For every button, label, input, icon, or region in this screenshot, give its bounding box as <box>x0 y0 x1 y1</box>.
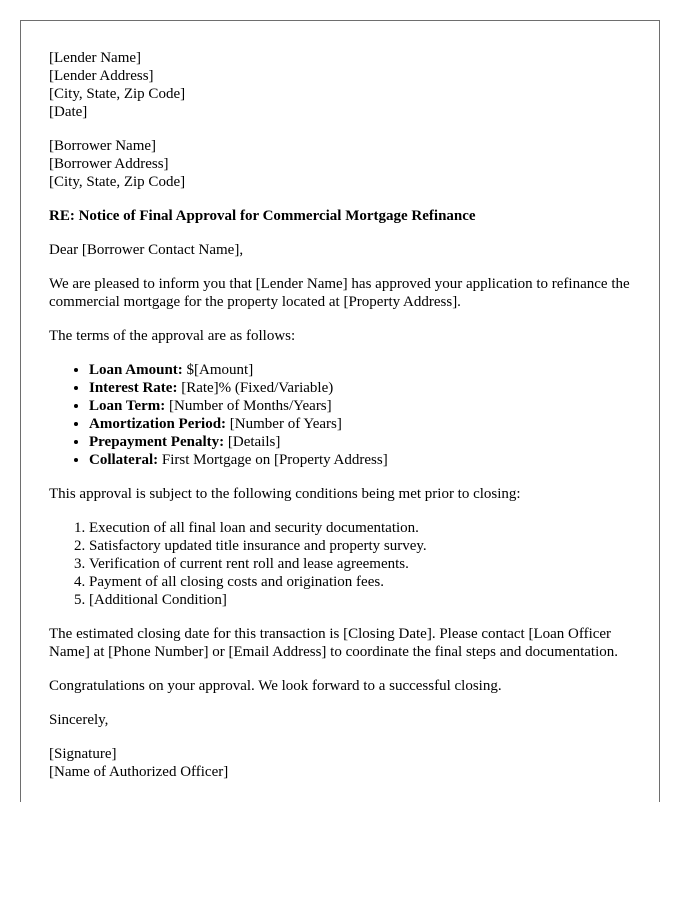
term-item-collateral <box>89 451 639 469</box>
terms-list <box>49 361 639 469</box>
borrower-name: [Borrower Name] <box>49 138 157 154</box>
lender-name: [Lender Name] <box>49 50 142 66</box>
terms-intro: The terms of the approval are as follows: <box>49 328 296 344</box>
term-value: First Mortgage on [Property Address] <box>158 452 388 468</box>
term-label: Interest Rate: <box>89 380 178 396</box>
term-value: [Details] <box>224 434 281 450</box>
lender-city-state-zip: [City, State, Zip Code] <box>49 86 186 102</box>
term-value: $[Amount] <box>182 362 254 378</box>
condition-item: 1. Execution of all final loan and security documentation. <box>89 519 639 537</box>
letter-content <box>49 49 639 781</box>
condition-item: 2. Satisfactory updated title insurance and property survey. <box>89 537 639 555</box>
condition-item: 3. Verification of current rent roll and lease agreements. <box>89 555 639 573</box>
signature: [Signature] <box>49 746 117 762</box>
term-label: Loan Amount: <box>89 362 183 378</box>
condition-item: 5. [Additional Condition] <box>89 591 639 609</box>
term-item-amortization-period <box>89 415 639 433</box>
term-value: [Number of Years] <box>226 416 342 432</box>
term-value: [Number of Months/Years] <box>165 398 332 414</box>
lender-address: [Lender Address] <box>49 68 154 84</box>
lender-address-block <box>49 49 639 121</box>
salutation: Dear [Borrower Contact Name], <box>49 242 244 258</box>
term-item-prepayment-penalty <box>89 433 639 451</box>
term-item-loan-amount <box>89 361 639 379</box>
term-label: Prepayment Penalty: <box>89 434 225 450</box>
letter-date: [Date] <box>49 104 88 120</box>
borrower-city-state-zip: [City, State, Zip Code] <box>49 174 186 190</box>
term-item-loan-term <box>89 397 639 415</box>
term-value: [Rate]% (Fixed/Variable) <box>177 380 334 396</box>
letter-page <box>20 20 660 802</box>
conditions-intro: This approval is subject to the following conditions being met prior to closing: <box>49 486 521 502</box>
conditions-list <box>49 519 639 609</box>
term-label: Collateral: <box>89 452 159 468</box>
condition-item: 4. Payment of all closing costs and origination fees. <box>89 573 639 591</box>
closing-paragraph: The estimated closing date for this transaction is [Closing Date]. Please contact [Loan Officer Name] at [Phone Number] or [Email Address] to coordinate the final steps and documentation. <box>49 626 619 660</box>
authorized-officer-name: [Name of Authorized Officer] <box>49 764 229 780</box>
term-label: Amortization Period: <box>89 416 227 432</box>
subject-line: RE: Notice of Final Approval for Commercial Mortgage Refinance <box>49 208 476 224</box>
intro-paragraph: We are pleased to inform you that [Lender Name] has approved your application to refinance the commercial mortgage for the property located at [Property Address]. <box>49 276 630 310</box>
signature-block <box>49 745 639 781</box>
congratulations-paragraph: Congratulations on your approval. We look forward to a successful closing. <box>49 678 502 694</box>
term-item-interest-rate <box>89 379 639 397</box>
borrower-address: [Borrower Address] <box>49 156 169 172</box>
sign-off: Sincerely, <box>49 712 109 728</box>
borrower-address-block <box>49 137 639 191</box>
term-label: Loan Term: <box>89 398 166 414</box>
